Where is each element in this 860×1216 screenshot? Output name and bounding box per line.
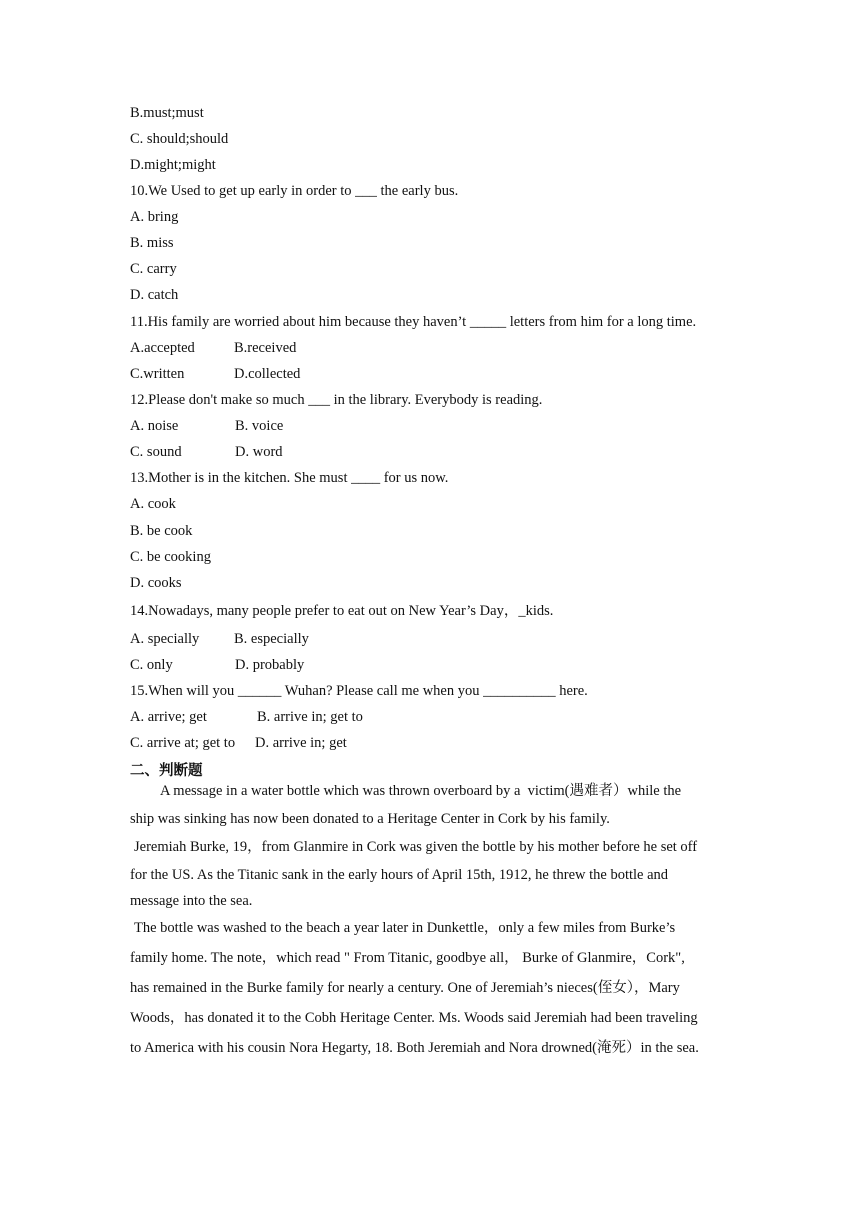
q14-option-b: B. especially [234,631,309,647]
q12-option-d: D. word [235,444,283,460]
q13-stem: 13.Mother is in the kitchen. She must ____ for us now. [130,470,449,486]
q14-stem: 14.Nowadays, many people prefer to eat out on New Year’s Day，_kids. [130,603,554,619]
passage-line: ship was sinking has now been donated to a Heritage Center in Cork by his family. [130,811,610,827]
q10-stem: 10.We Used to get up early in order to ___ the early bus. [130,183,459,199]
q12-option-c: C. sound [130,444,182,460]
q11-option-b: B.received [234,340,297,356]
q13-option-c: C. be cooking [130,549,211,565]
q10-option-c: C. carry [130,261,177,277]
q14-option-c: C. only [130,657,173,673]
q10-option-b: B. miss [130,235,174,251]
q14-option-d: D. probably [235,657,305,673]
passage-line: to America with his cousin Nora Hegarty, 18. Both Jeremiah and Nora drowned(淹死）in the sea. [130,1040,699,1056]
passage-line: Jeremiah Burke, 19，from Glanmire in Cork was given the bottle by his mother before he set off [134,839,698,855]
passage-line: A message in a water bottle which was thrown overboard by a victim(遇难者）while the [160,783,682,799]
section-heading: 二、判断题 [130,763,203,779]
q10-option-d: D. catch [130,287,179,303]
q15-option-a: A. arrive; get [130,709,207,725]
q15-option-b: B. arrive in; get to [257,709,363,725]
q12-option-a: A. noise [130,418,179,434]
q9-option-c: C. should;should [130,131,229,147]
passage-line: message into the sea. [130,893,253,909]
q14-option-a: A. specially [130,631,200,647]
q15-stem: 15.When will you ______ Wuhan? Please call me when you __________ here. [130,683,588,699]
q9-option-d: D.might;might [130,157,216,173]
passage-line: The bottle was washed to the beach a year later in Dunkettle，only a few miles from Burke’s [134,920,676,936]
q12-stem: 12.Please don't make so much ___ in the library. Everybody is reading. [130,392,543,408]
q11-option-a: A.accepted [130,340,195,356]
q15-option-c: C. arrive at; get to [130,735,236,751]
passage-line: has remained in the Burke family for nearly a century. One of Jeremiah’s nieces(侄女），Mary [130,980,680,996]
passage-line: for the US. As the Titanic sank in the early hours of April 15th, 1912, he threw the bottle and [130,867,669,883]
q9-option-b: B.must;must [130,105,204,121]
passage-line: family home. The note，which read " From Titanic, goodbye all， Burke of Glanmire，Cork", [130,950,685,966]
q13-option-a: A. cook [130,496,176,512]
q11-option-d: D.collected [234,366,301,382]
q12-option-b: B. voice [235,418,284,434]
q13-option-b: B. be cook [130,523,193,539]
q11-stem: 11.His family are worried about him because they haven’t _____ letters from him for a long time. [130,314,697,330]
passage-line: Woods，has donated it to the Cobh Heritage Center. Ms. Woods said Jeremiah had been traveling [130,1010,698,1026]
q13-option-d: D. cooks [130,575,182,591]
q10-option-a: A. bring [130,209,179,225]
q15-option-d: D. arrive in; get [255,735,347,751]
q11-option-c: C.written [130,366,185,382]
